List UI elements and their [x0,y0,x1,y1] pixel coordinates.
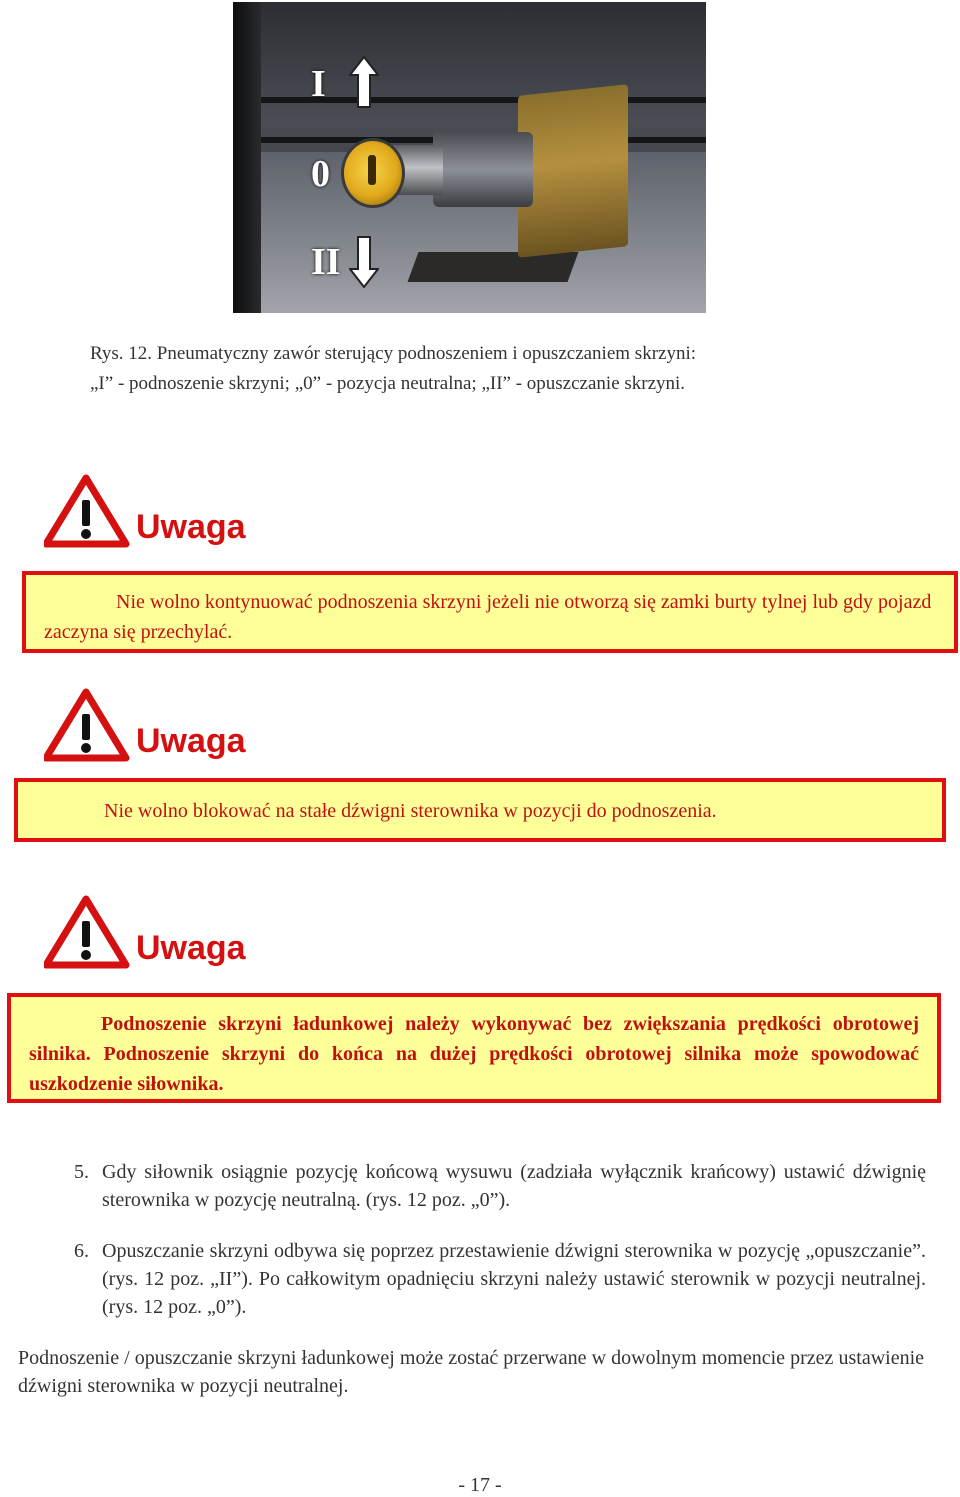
step-5 [74,1158,926,1214]
warning-header-1 [44,474,264,554]
warning-box-2 [14,778,946,842]
step-number: 5. [74,1161,89,1183]
figure-caption-line1: Rys. 12. Pneumatyczny zawór sterujący podnoszeniem i opuszczaniem skrzyni: [90,343,697,364]
figure-caption-line2: „I” - podnoszenie skrzyni; „0” - pozycja neutralna; „II” - opuszczanie skrzyni. [90,373,686,394]
step-number: 6. [74,1240,89,1262]
warning-box-3 [7,993,941,1103]
valve-knob [341,138,405,208]
svg-text:Uwaga: Uwaga [136,722,246,760]
step-text: Gdy siłownik osiągnie pozycję końcową wysuwu (zadziała wyłącznik krańcowy) ustawić dźwignię sterownika w pozycję neutralną. (rys. 12 poz. „0”). [102,1161,926,1211]
arrow-up-icon [349,56,379,108]
page-number: - 17 - [458,1474,502,1496]
step-text: Opuszczanie skrzyni odbywa się poprzez przestawienie dźwigni sterownika w pozycję „opuszczanie”. (rys. 12 poz. „II”). Po całkowitym opadnięciu skrzyni należy ustawić sterownik w pozycji neutralnej. (rys. 12 poz. „0”). [102,1240,926,1318]
warning-header-3 [44,895,264,975]
position-label-down: II [311,241,341,283]
warning-text-3: Podnoszenie skrzyni ładunkowej należy wykonywać bez zwiększania prędkości obrotowej silnika. Podnoszenie skrzyni do końca na dużej prędkości obrotowej silnika może spowodować uszkodzenie siłownika. [29,1013,919,1095]
warning-box-1 [22,571,958,653]
svg-text:Uwaga: Uwaga [136,929,246,967]
warning-text-2: Nie wolno blokować na stałe dźwigni sterownika w pozycji do podnoszenia. [104,800,717,822]
warning-header-2 [44,688,264,768]
valve-photo [233,2,706,313]
arrow-down-icon [349,236,379,288]
position-label-up: I [311,63,326,105]
closing-note: Podnoszenie / opuszczanie skrzyni ładunkowej może zostać przerwane w dowolnym momencie przez ustawienie dźwigni sterownika w pozycji neutralnej. [18,1347,924,1397]
step-6 [74,1237,926,1321]
svg-text:Uwaga: Uwaga [136,508,246,546]
position-label-neutral: 0 [311,153,330,195]
warning-text-1: Nie wolno kontynuować podnoszenia skrzyni jeżeli nie otworzą się zamki burty tylnej lub gdy pojazd zaczyna się przechylać. [44,591,932,643]
